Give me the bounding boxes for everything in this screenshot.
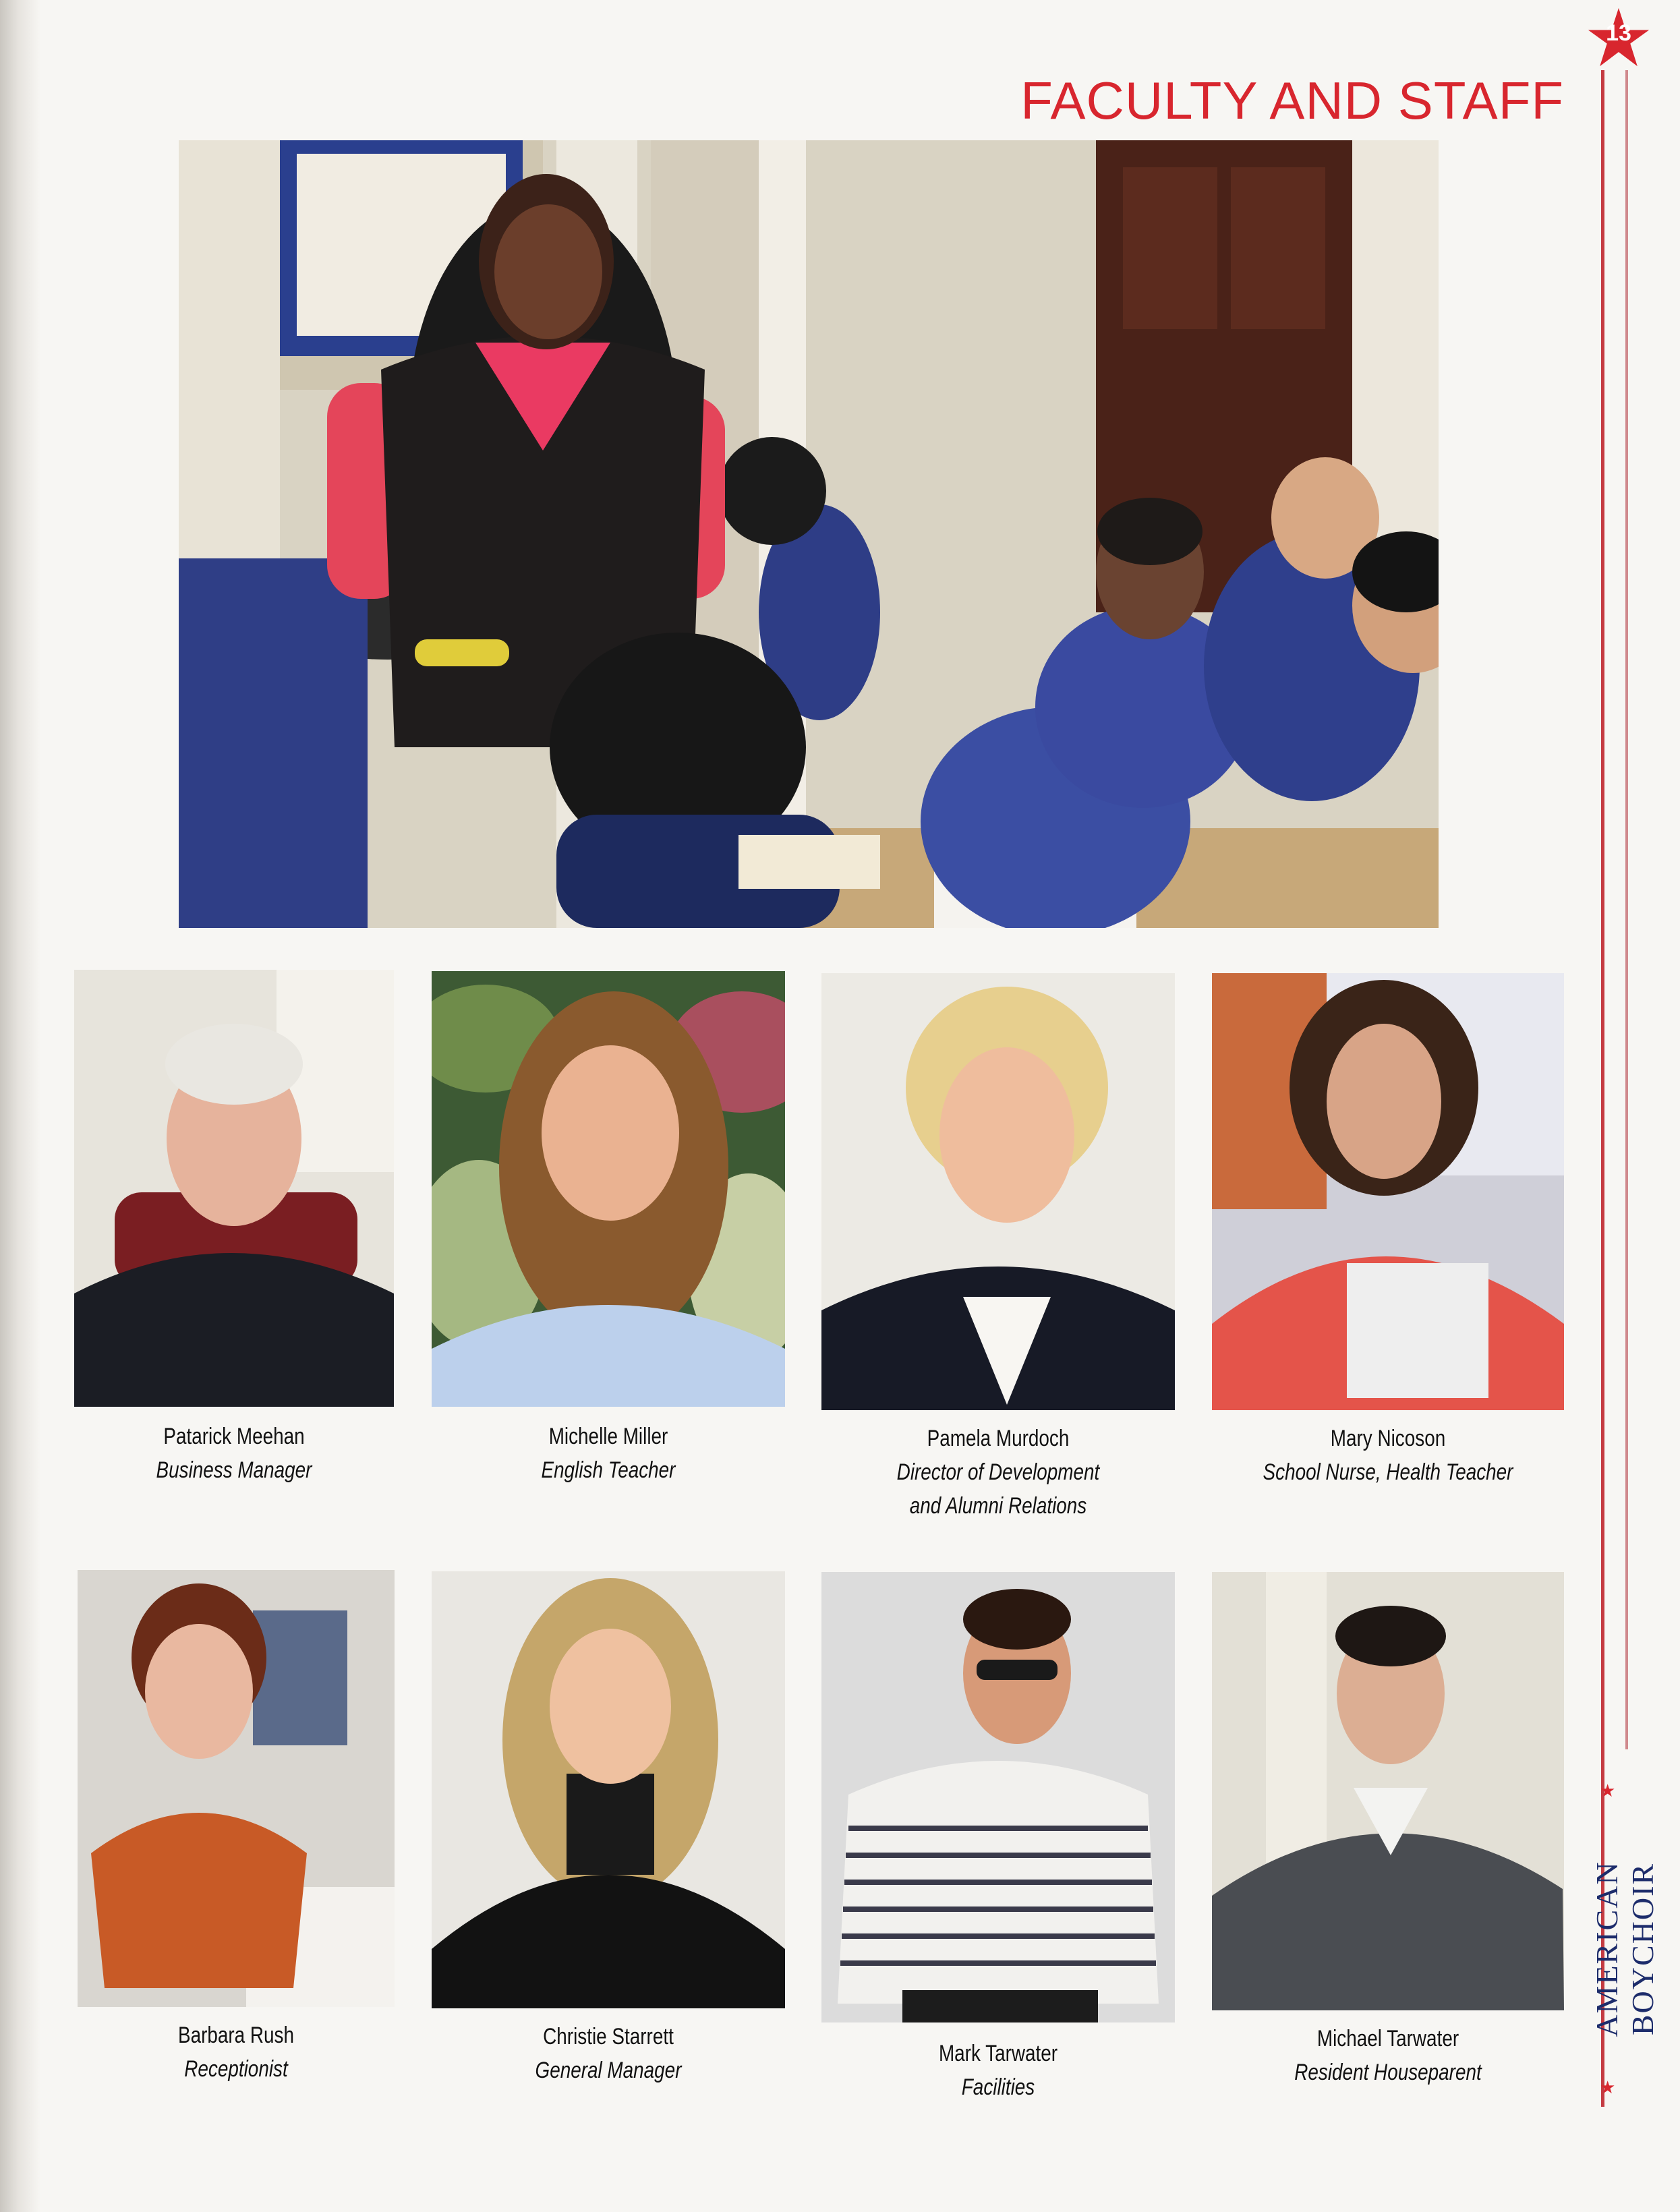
staff-caption [432,2020,785,2087]
portrait-starrett [432,1571,785,2008]
staff-role-line2: and Alumni Relations [909,1493,1087,1519]
portrait-meehan [74,970,394,1407]
staff-name: Mary Nicoson [1330,1426,1446,1451]
staff-caption [432,1420,785,1487]
staff-name: Christie Starrett [543,2024,674,2049]
classroom-photo [179,140,1439,928]
staff-role: General Manager [535,2058,682,2083]
brand-text: AMERICAN BOYCHOIR [1590,1861,1660,2037]
staff-role: English Teacher [541,1457,676,1483]
staff-name: Michelle Miller [548,1424,668,1449]
staff-role: Resident Houseparent [1294,2060,1482,2085]
staff-name: Mark Tarwater [938,2041,1058,2066]
portrait-michael-tarwater [1212,1572,1564,2010]
staff-role: Facilities [961,2074,1035,2100]
star-icon: ★ [1600,1780,1616,1801]
page-number-badge [1586,5,1651,70]
staff-name: Barbara Rush [177,2022,295,2048]
staff-caption [78,2018,395,2086]
page-number: 13 [1606,20,1631,46]
page-title: FACULTY AND STAFF [1020,71,1564,131]
staff-caption [1212,1422,1564,1489]
portrait-rush [78,1570,395,2007]
staff-caption [1212,2022,1564,2089]
staff-role: Business Manager [156,1457,312,1483]
side-brand [1575,1760,1660,2111]
staff-name: Patarick Meehan [163,1424,305,1449]
staff-caption [74,1420,394,1487]
portrait-mark-tarwater [821,1572,1175,2022]
staff-caption [821,1422,1175,1523]
staff-name: Pamela Murdoch [927,1426,1070,1451]
staff-role: Director of Development [896,1459,1100,1485]
staff-name: Michael Tarwater [1316,2026,1459,2051]
portrait-murdoch [821,973,1175,1410]
portrait-nicoson [1212,973,1564,1410]
side-rule-light [1625,70,1628,1749]
staff-role: School Nurse, Health Teacher [1263,1459,1513,1485]
staff-role: Receptionist [184,2056,288,2082]
portrait-miller [432,971,785,1407]
star-icon: ★ [1600,2077,1616,2097]
page-gutter [0,0,40,2212]
staff-caption [821,2037,1175,2104]
